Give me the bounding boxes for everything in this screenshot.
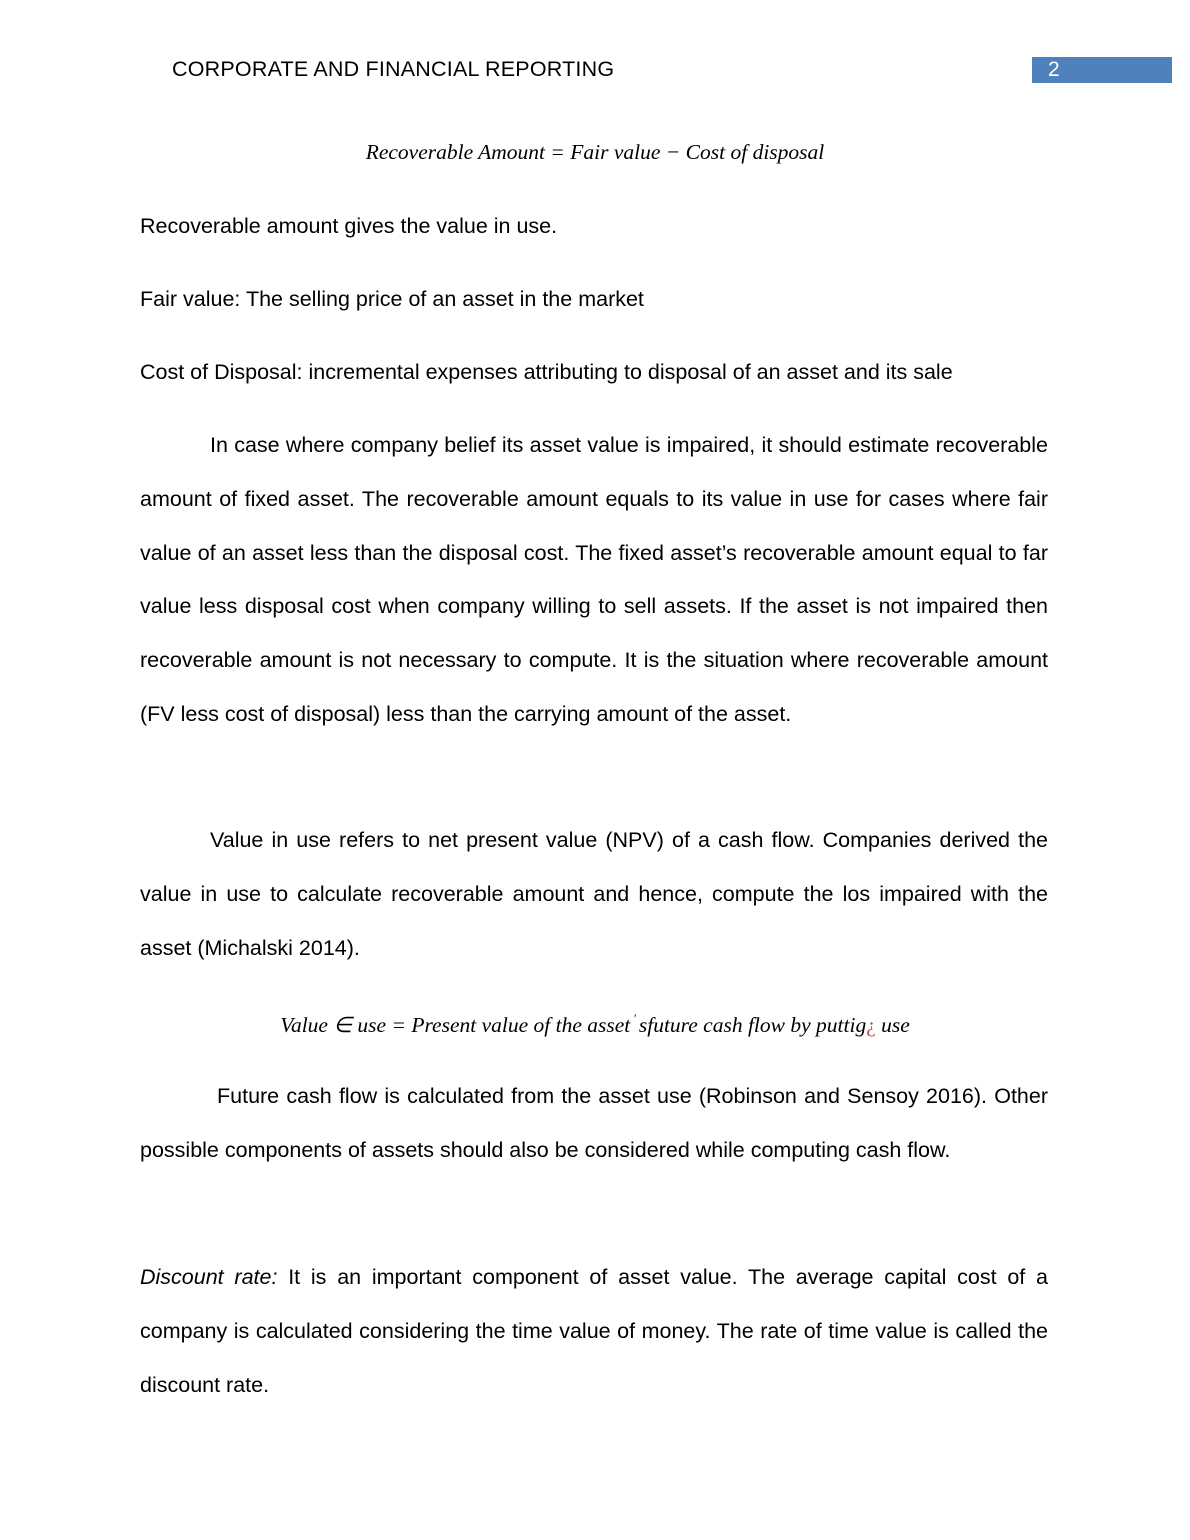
recoverable-amount-equation: Recoverable Amount = Fair value − Cost of disposal <box>365 140 825 164</box>
equation-middle: sfuture cash flow by puttig <box>638 1013 867 1037</box>
running-head: CORPORATE AND FINANCIAL REPORTING <box>172 57 615 81</box>
value-in-use-paragraph: Value in use refers to net present value (NPV) of a cash flow. Companies derived the value in use to calculate recoverable amount and hence, compute the los impaired with the asset (Michalski 2014). <box>140 828 1048 960</box>
discount-rate-text: It is an important component of asset value. The average capital cost of a company is calculated considering the time value of money. The rate of time value is called the discount rate. <box>140 1265 1048 1397</box>
value-in-use-equation <box>0 1011 1190 1038</box>
fair-value-definition: Fair value: The selling price of an asset in the market <box>140 287 644 311</box>
page-number: 2 <box>1032 57 1172 83</box>
cost-of-disposal-definition: Cost of Disposal: incremental expenses attributing to disposal of an asset and its sale <box>140 360 953 384</box>
future-cash-flow-paragraph: Future cash flow is calculated from the asset use (Robinson and Sensoy 2016). Other possible components of assets should also be considered while computing cash flow. <box>140 1084 1048 1162</box>
equation-right: use <box>881 1013 910 1037</box>
discount-rate-term: Discount rate: <box>140 1265 278 1289</box>
discount-rate-paragraph <box>140 1251 1048 1412</box>
equation-left: Value ∈ use = Present value of the asset <box>280 1013 631 1037</box>
equation-inverted-question-mark: ¿ <box>866 1013 876 1037</box>
impairment-paragraph: In case where company belief its asset value is impaired, it should estimate recoverable amount of fixed asset. The recoverable amount equals to its value in use for cases where fair value of an asset less than the disposal cost. The fixed asset’s recoverable amount equal to far value less disposal cost when company willing to sell assets. If the asset is not impaired then recoverable amount is not necessary to compute. It is the situation where recoverable amount (FV less cost of disposal) less than the carrying amount of the asset. <box>140 433 1048 726</box>
recoverable-amount-definition: Recoverable amount gives the value in use. <box>140 214 558 238</box>
equation-prime: ' <box>633 1011 636 1025</box>
